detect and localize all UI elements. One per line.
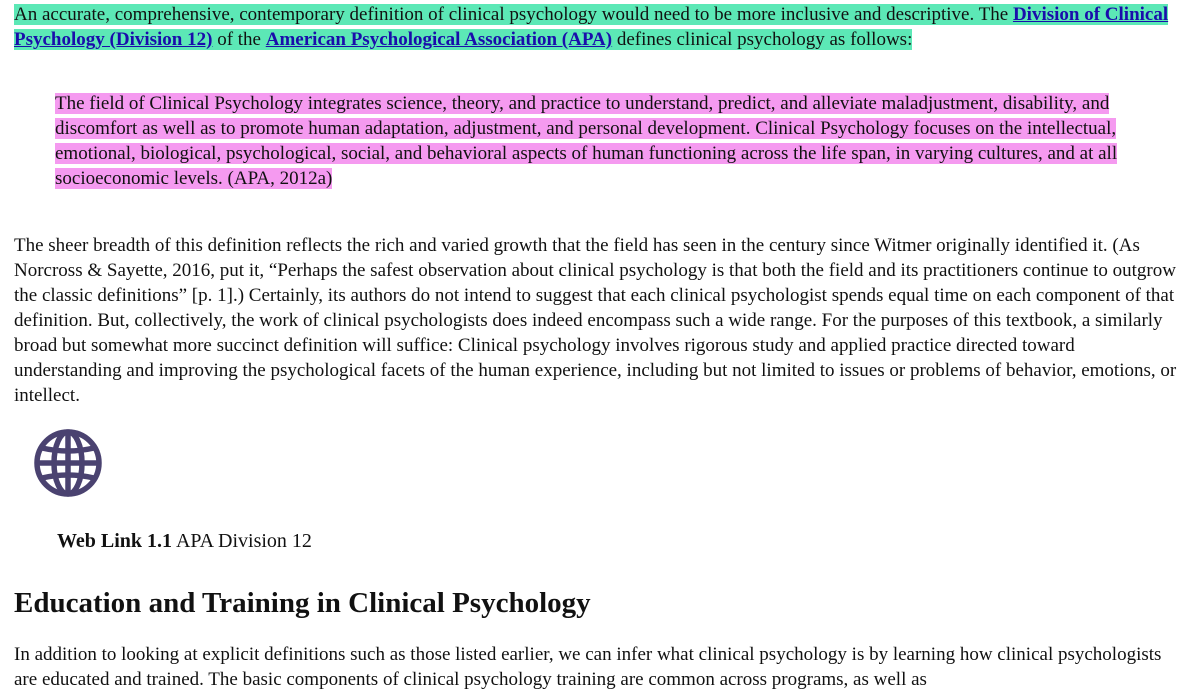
intro-text-mid: of the bbox=[212, 29, 266, 50]
intro-highlight bbox=[14, 4, 1168, 50]
section-heading: Education and Training in Clinical Psychology bbox=[14, 587, 591, 619]
web-link-caption[interactable] bbox=[57, 528, 312, 554]
division-12-link[interactable]: Division of Clinical Psychology (Division 12) bbox=[14, 4, 1169, 50]
web-link-label: Web Link 1.1 bbox=[57, 530, 173, 552]
quote-highlight: The field of Clinical Psychology integrates science, theory, and practice to understand, predict, and alleviate maladjustment, disability, and discomfort as well as to promote human adaptation, adjustment, and personal development. Clinical Psychology focuses on the intellectual, emotional, biological, psychological, social, and behavioral aspects of human functioning across the life span, in varying cultures, and at all socioeconomic levels. (APA, 2012a) bbox=[55, 93, 1118, 189]
intro-paragraph bbox=[14, 2, 1174, 52]
body-paragraph: The sheer breadth of this definition reflects the rich and varied growth that the field has seen in the century since Witmer originally identified it. (As Norcross & Sayette, 2016, put it, “Perhaps the safest observation about clinical psychology is that both the field and its practitioners continue to outgrow the classic definitions” [p. 1].) Certainly, its authors do not intend to suggest that each clinical psychologist spends equal time on each component of that definition. But, collectively, the work of clinical psychologists does indeed encompass such a wide range. For the purposes of this textbook, a similarly broad but somewhat more succinct definition will suffice: Clinical psychology involves rigorous study and applied practice directed toward understanding and improving the psychological facets of the human experience, including but not limited to issues or problems of behavior, emotions, or intellect. bbox=[14, 235, 1177, 406]
intro-text-before: An accurate, comprehensive, contemporary definition of clinical psychology would need to be more inclusive and descriptive. The bbox=[14, 4, 1013, 25]
tail-paragraph: In addition to looking at explicit definitions such as those listed earlier, we can infer what clinical psychology is by learning how clinical psychologists are educated and trained. The basic components of clinical psychology training are common across programs, as well as bbox=[14, 644, 1162, 690]
intro-text-after: defines clinical psychology as follows: bbox=[612, 29, 913, 50]
web-link-text: APA Division 12 bbox=[172, 530, 312, 552]
apa-link[interactable]: American Psychological Association (APA) bbox=[265, 29, 613, 50]
block-quote bbox=[55, 91, 1135, 191]
globe-icon[interactable] bbox=[33, 428, 103, 498]
